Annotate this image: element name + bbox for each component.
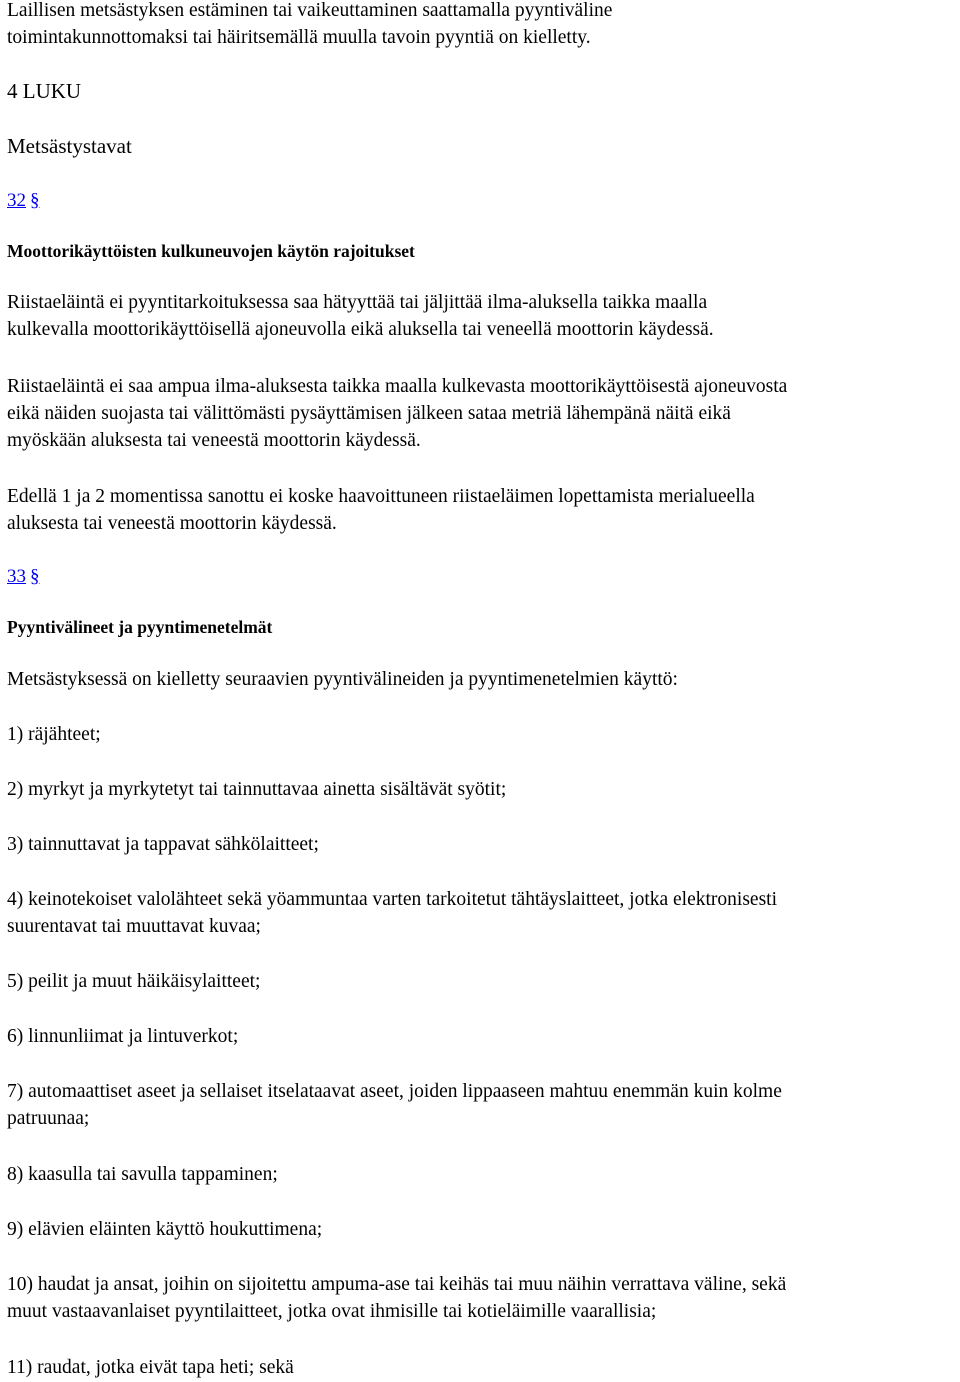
section-32-p3-line-1: Edellä 1 ja 2 momentissa sanottu ei koske haavoittuneen riistaeläimen lopettamista merialueella (7, 486, 755, 507)
list-item-11: 11) raudat, jotka eivät tapa heti; sekä (7, 1357, 294, 1378)
intro-paragraph (7, 0, 612, 51)
list-item-3: 3) tainnuttavat ja tappavat sähkölaitteet; (7, 834, 319, 855)
section-32-paragraph-1 (7, 289, 714, 343)
list-item-5: 5) peilit ja muut häikäisylaitteet; (7, 971, 261, 992)
section-33-anchor (7, 563, 40, 590)
list-item-9: 9) elävien eläinten käyttö houkuttimena; (7, 1219, 323, 1240)
list-item-4-line-2: suurentavat tai muuttavat kuvaa; (7, 916, 261, 937)
chapter-number: 4 LUKU (7, 79, 82, 103)
list-item-10 (7, 1271, 786, 1325)
section-33-intro: Metsästyksessä on kielletty seuraavien pyyntivälineiden ja pyyntimenetelmien käyttö: (7, 669, 678, 690)
intro-line-1: Laillisen metsästyksen estäminen tai vaikeuttaminen saattamalla pyyntiväline (7, 0, 613, 21)
section-32-p2-line-3: myöskään aluksesta tai veneestä moottorin käydessä. (7, 430, 421, 451)
list-item-6: 6) linnunliimat ja lintuverkot; (7, 1026, 239, 1047)
list-item-7 (7, 1078, 782, 1132)
section-32-heading: Moottorikäyttöisten kulkuneuvojen käytön rajoitukset (7, 241, 415, 261)
list-item-1: 1) räjähteet; (7, 724, 101, 745)
section-32-p2-line-1: Riistaeläintä ei saa ampua ilma-aluksesta taikka maalla kulkevasta moottorikäyttöisestä ajoneuvosta (7, 376, 788, 397)
list-item-2: 2) myrkyt ja myrkytetyt tai tainnuttavaa ainetta sisältävät syötit; (7, 779, 507, 800)
list-item-10-line-1: 10) haudat ja ansat, joihin on sijoitettu ampuma-ase tai keihäs tai muu näihin verrattava väline, sekä (7, 1274, 787, 1295)
list-item-4-line-1: 4) keinotekoiset valolähteet sekä yöammuntaa varten tarkoitetut tähtäyslaitteet, jotka elektronisesti (7, 889, 777, 910)
list-item-7-line-2: patruunaa; (7, 1108, 90, 1129)
section-32-anchor (7, 187, 40, 214)
list-item-10-line-2: muut vastaavanlaiset pyyntilaitteet, jotka ovat ihmisille tai kotieläimille vaarallisia; (7, 1301, 657, 1322)
intro-line-2: toimintakunnottomaksi tai häiritsemällä muulla tavoin pyyntiä on kielletty. (7, 27, 591, 48)
section-33-symbol: § (30, 566, 40, 587)
section-32-symbol: § (30, 190, 40, 211)
section-32-p2-line-2: eikä näiden suojasta tai välittömästi pysäyttämisen jälkeen sataa metriä lähempänä näitä eikä (7, 403, 731, 424)
section-33-heading: Pyyntivälineet ja pyyntimenetelmät (7, 617, 273, 637)
section-33-link[interactable]: 33 (7, 566, 26, 587)
section-32-p1-line-1: Riistaeläintä ei pyyntitarkoituksessa saa hätyyttää tai jäljittää ilma-aluksella taikka maalla (7, 292, 708, 313)
section-32-p3-line-2: aluksesta tai veneestä moottorin käydessä. (7, 513, 337, 534)
section-32-p1-line-2: kulkevalla moottorikäyttöisellä ajoneuvolla eikä aluksella tai veneellä moottorin käydessä. (7, 319, 714, 340)
list-item-4 (7, 886, 777, 940)
section-32-paragraph-3 (7, 483, 755, 537)
section-32-paragraph-2 (7, 373, 787, 454)
chapter-title: Metsästystavat (7, 134, 132, 158)
list-item-7-line-1: 7) automaattiset aseet ja sellaiset itselataavat aseet, joiden lippaaseen mahtuu enemmän kuin kolme (7, 1081, 782, 1102)
list-item-8: 8) kaasulla tai savulla tappaminen; (7, 1164, 278, 1185)
section-32-link[interactable]: 32 (7, 190, 26, 211)
